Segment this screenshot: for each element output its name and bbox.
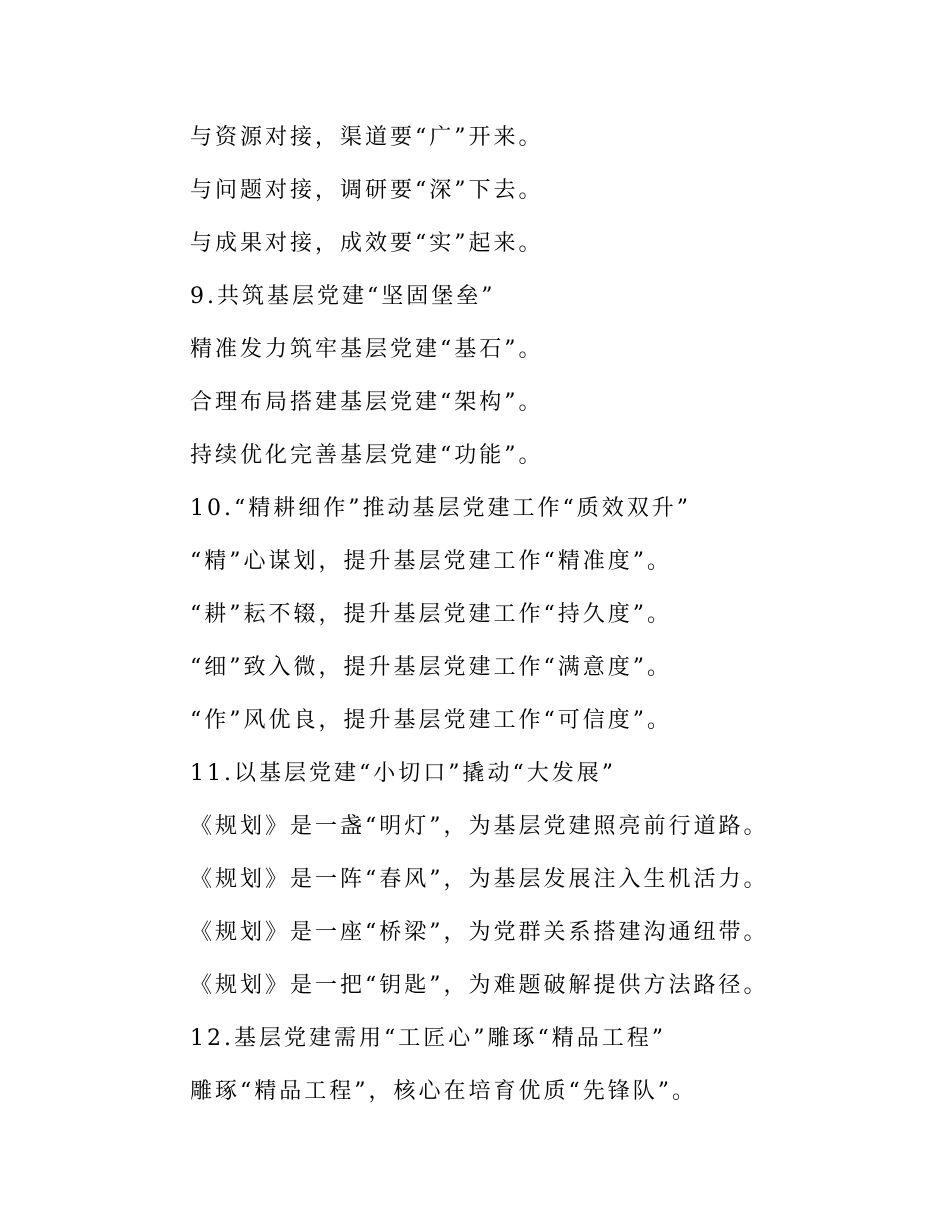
text-line: 《规划》是一盏“明灯”，为基层党建照亮前行道路。 (190, 814, 769, 839)
text-line: “细”致入微，提升基层党建工作“满意度”。 (190, 655, 672, 680)
text-line: “耕”耘不辍，提升基层党建工作“持久度”。 (190, 602, 672, 627)
section-heading: 11.以基层党建“小切口”撬动“大发展” (190, 761, 616, 786)
text-line: 与成果对接，成效要“实”起来。 (190, 231, 544, 256)
text-line: 《规划》是一座“桥梁”，为党群关系搭建沟通纽带。 (190, 920, 769, 945)
text-line: 与资源对接，渠道要“广”开来。 (190, 125, 544, 150)
text-line: 持续优化完善基层党建“功能”。 (190, 443, 544, 468)
text-line: 合理布局搭建基层党建“架构”。 (190, 390, 544, 415)
text-line: 《规划》是一把“钥匙”，为难题破解提供方法路径。 (190, 973, 769, 998)
section-heading: 12.基层党建需用“工匠心”雕琢“精品工程” (190, 1026, 666, 1051)
text-line: “精”心谋划，提升基层党建工作“精准度”。 (190, 549, 672, 574)
text-line: 《规划》是一阵“春风”，为基层发展注入生机活力。 (190, 867, 769, 892)
text-line: 与问题对接，调研要“深”下去。 (190, 178, 544, 203)
text-line: 精准发力筑牢基层党建“基石”。 (190, 337, 544, 362)
text-line: 雕琢“精品工程”，核心在培育优质“先锋队”。 (190, 1079, 697, 1104)
text-line: “作”风优良，提升基层党建工作“可信度”。 (190, 708, 672, 733)
section-heading: 10.“精耕细作”推动基层党建工作“质效双升” (190, 496, 691, 521)
section-heading: 9.共筑基层党建“坚固堡垒” (190, 284, 496, 309)
